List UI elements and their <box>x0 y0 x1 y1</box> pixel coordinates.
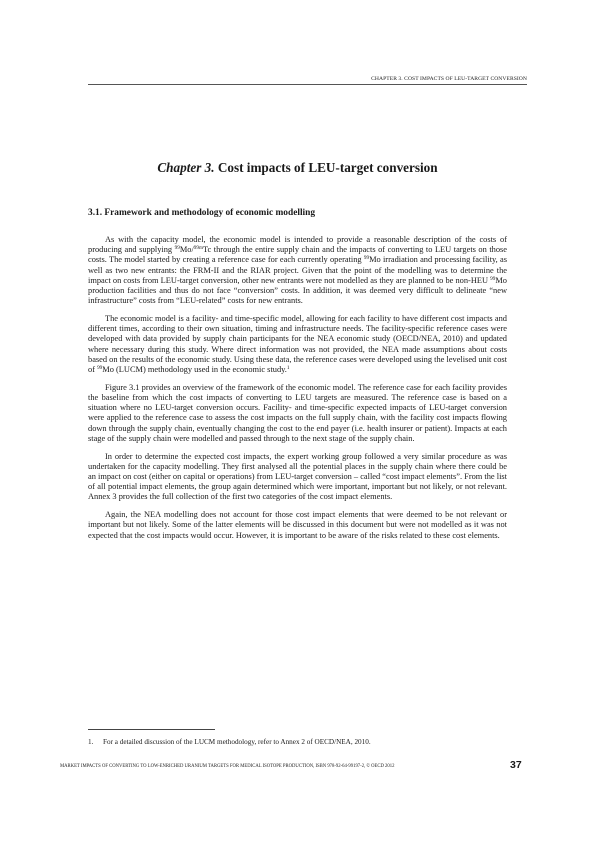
running-head: CHAPTER 3. COST IMPACTS OF LEU-TARGET CONVERSION <box>371 76 527 82</box>
header-rule <box>88 84 527 85</box>
paragraph-3: Figure 3.1 provides an overview of the framework of the economic model. The reference case for each facility provides the baseline from which the cost impacts of converting to LEU targets are measured. The reference case is based on a situation where no LEU-target conversion occurs. Facility- and time-specific expected impacts of LEU-target conversion were applied to the reference case to assess the cost impacts on the full supply chain, with the facility cost impacts flowing down through the supply chain, eventually changing the cost to the end payer (i.e. health insurer or patient). Impacts at each stage of the supply chain were modelled and passed through to the next stage of the supply chain. <box>88 382 507 443</box>
paragraph-2-text-b: Mo (LUCM) methodology used in the economic study. <box>102 365 287 375</box>
paragraph-1-text-a: As with the capacity model, the economic model is intended to provide a reasonable description of the costs of producing and supplying <box>88 235 507 255</box>
body-text <box>88 235 507 548</box>
chapter-number: Chapter 3. <box>157 160 215 175</box>
paragraph-1-text-d: Mo irradiation and processing facility, as well as two new entrants: the FRM-II and the RIAR project. Given that the point of the modelling was to determine the impact on costs from LEU-target conversion, other new entrants were not modelled as they are planned to be non-HEU <box>88 255 508 285</box>
superscript-mass-number: 99 <box>490 275 496 282</box>
superscript-mass-number: 99 <box>174 245 180 252</box>
footnote-reference[interactable]: 1 <box>286 365 290 372</box>
paragraph-1-text-b: Mo/ <box>179 245 194 255</box>
paragraph-1 <box>88 235 507 306</box>
section-heading: 3.1. Framework and methodology of economic modelling <box>88 208 316 218</box>
paragraph-4: In order to determine the expected cost impacts, the expert working group followed a very similar procedure as was undertaken for the capacity modelling. They first analysed all the potential places in the supply chain where there could be an impact on cost (either on capital or operations) from LEU-target conversion – called “cost impact elements”. From the list of all potential impact elements, the group again determined which were important, important but not likely, or not relevant. Annex 3 provides the full collection of the first two categories of the cost impact elements. <box>88 451 507 502</box>
footnote <box>88 738 508 746</box>
paragraph-2 <box>88 314 507 375</box>
paragraph-1-text-c: Tc through the entire supply chain and the impacts of converting to LEU targets on those costs. The model started by creating a reference case for each currently operating <box>88 245 507 265</box>
paragraph-5: Again, the NEA modelling does not account for those cost impact elements that were deemed to be not relevant or important but not likely. Some of the latter elements will be discussed in this document but were not modelled as it was not expected that the cost impacts would occur. However, it is important to be aware of the risks related to these cost elements. <box>88 510 507 540</box>
page-number: 37 <box>510 759 522 771</box>
paragraph-2-text-a: The economic model is a facility- and time-specific model, allowing for each facility to have different cost impacts and different times, according to their own situation, timing and infrastructure needs. The facility-specific reference cases were developed with data provided by supply chain participants for the NEA economic study (OECD/NEA, 2010) and updated where necessary during this study. Where direct information was not provided, the NEA made assumptions about costs based on the results of the economic study. Using these data, the reference cases were developed using the levelised unit cost of <box>88 314 507 375</box>
chapter-title <box>0 160 595 176</box>
page-footer: MARKET IMPACTS OF CONVERTING TO LOW-ENRICHED URANIUM TARGETS FOR MEDICAL ISOTOPE PRODUCTION, ISBN 978-92-64-99197-2, © OECD 2012 <box>60 764 395 769</box>
paragraph-1-text-e: Mo production facilities and thus do not face “conversion” costs. In addition, it was deemed very difficult to delineate “new infrastructure” costs from “LEU-related” costs for new entrants. <box>88 275 507 306</box>
footnote-text: For a detailed discussion of the LUCM methodology, refer to Annex 2 of OECD/NEA, 2010. <box>103 738 371 746</box>
superscript-mass-number: 99m <box>193 245 204 252</box>
chapter-title-text: Cost impacts of LEU-target conversion <box>217 160 438 175</box>
footnote-rule <box>88 729 215 730</box>
superscript-mass-number: 99 <box>363 255 370 262</box>
footnote-number: 1. <box>88 738 94 746</box>
superscript-mass-number: 99 <box>97 365 103 372</box>
